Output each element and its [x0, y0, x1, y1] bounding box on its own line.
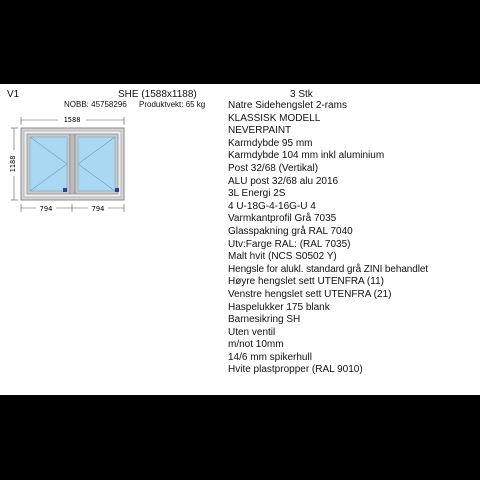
spec-item: Karmdybde 104 mm inkl aluminium [228, 150, 385, 162]
spec-item: NEVERPAINT [228, 125, 292, 137]
nobb-number: NOBB: 45758296 [64, 100, 127, 109]
right-sash-width-label: 794 [91, 205, 105, 213]
spec-item: ALU post 32/68 alu 2016 [228, 175, 339, 187]
height-label: 1188 [9, 155, 17, 173]
window-drawing [0, 108, 140, 220]
spec-item: Barnesikring SH [228, 314, 301, 326]
product-code: SHE (1588x1188) [118, 89, 197, 100]
spec-item: m/not 10mm [228, 339, 284, 351]
left-glass [30, 137, 67, 191]
spec-item: Varmkantprofil Grå 7035 [228, 213, 337, 225]
right-glass [78, 137, 115, 191]
spec-item: Malt hvit (NCS S0502 Y) [228, 251, 337, 263]
spec-item: Hvite plastpropper (RAL 9010) [228, 364, 363, 376]
spec-item: Haspelukker 175 blank [228, 301, 330, 313]
spec-item: 3L Energi 2S [228, 188, 286, 200]
spec-item: Natre Sidehengslet 2-rams [228, 100, 347, 111]
product-weight: Produktvekt: 65 kg [139, 100, 206, 109]
spec-item: Hengsle for alukl. standard grå ZINI behandlet [228, 263, 428, 275]
spec-item: 14/6 mm spikerhull [228, 351, 312, 363]
center-post [70, 134, 75, 194]
spec-item: Uten ventil [228, 326, 276, 338]
quantity: 3 Stk [290, 89, 313, 100]
right-hinge-marker [115, 188, 119, 192]
width-label: 1588 [63, 116, 81, 124]
spec-item: Post 32/68 (Vertikal) [228, 162, 319, 174]
spec-item: KLASSISK MODELL [228, 112, 321, 124]
spec-item: Venstre hengslet sett UTENFRA (21) [228, 288, 392, 300]
position-label: V1 [7, 89, 20, 100]
spec-item: Høyre hengslet sett UTENFRA (11) [228, 276, 384, 288]
product-sheet [0, 84, 480, 395]
spec-item: 4 U-18G-4-16G-U 4 [228, 200, 316, 212]
spec-item: Glasspakning grå RAL 7040 [228, 225, 353, 237]
left-sash-width-label: 794 [39, 205, 53, 213]
spec-item: Karmdybde 95 mm [228, 137, 313, 149]
spec-list [228, 100, 428, 377]
spec-item: Utv:Farge RAL: (RAL 7035) [228, 238, 351, 250]
left-hinge-marker [63, 188, 67, 192]
